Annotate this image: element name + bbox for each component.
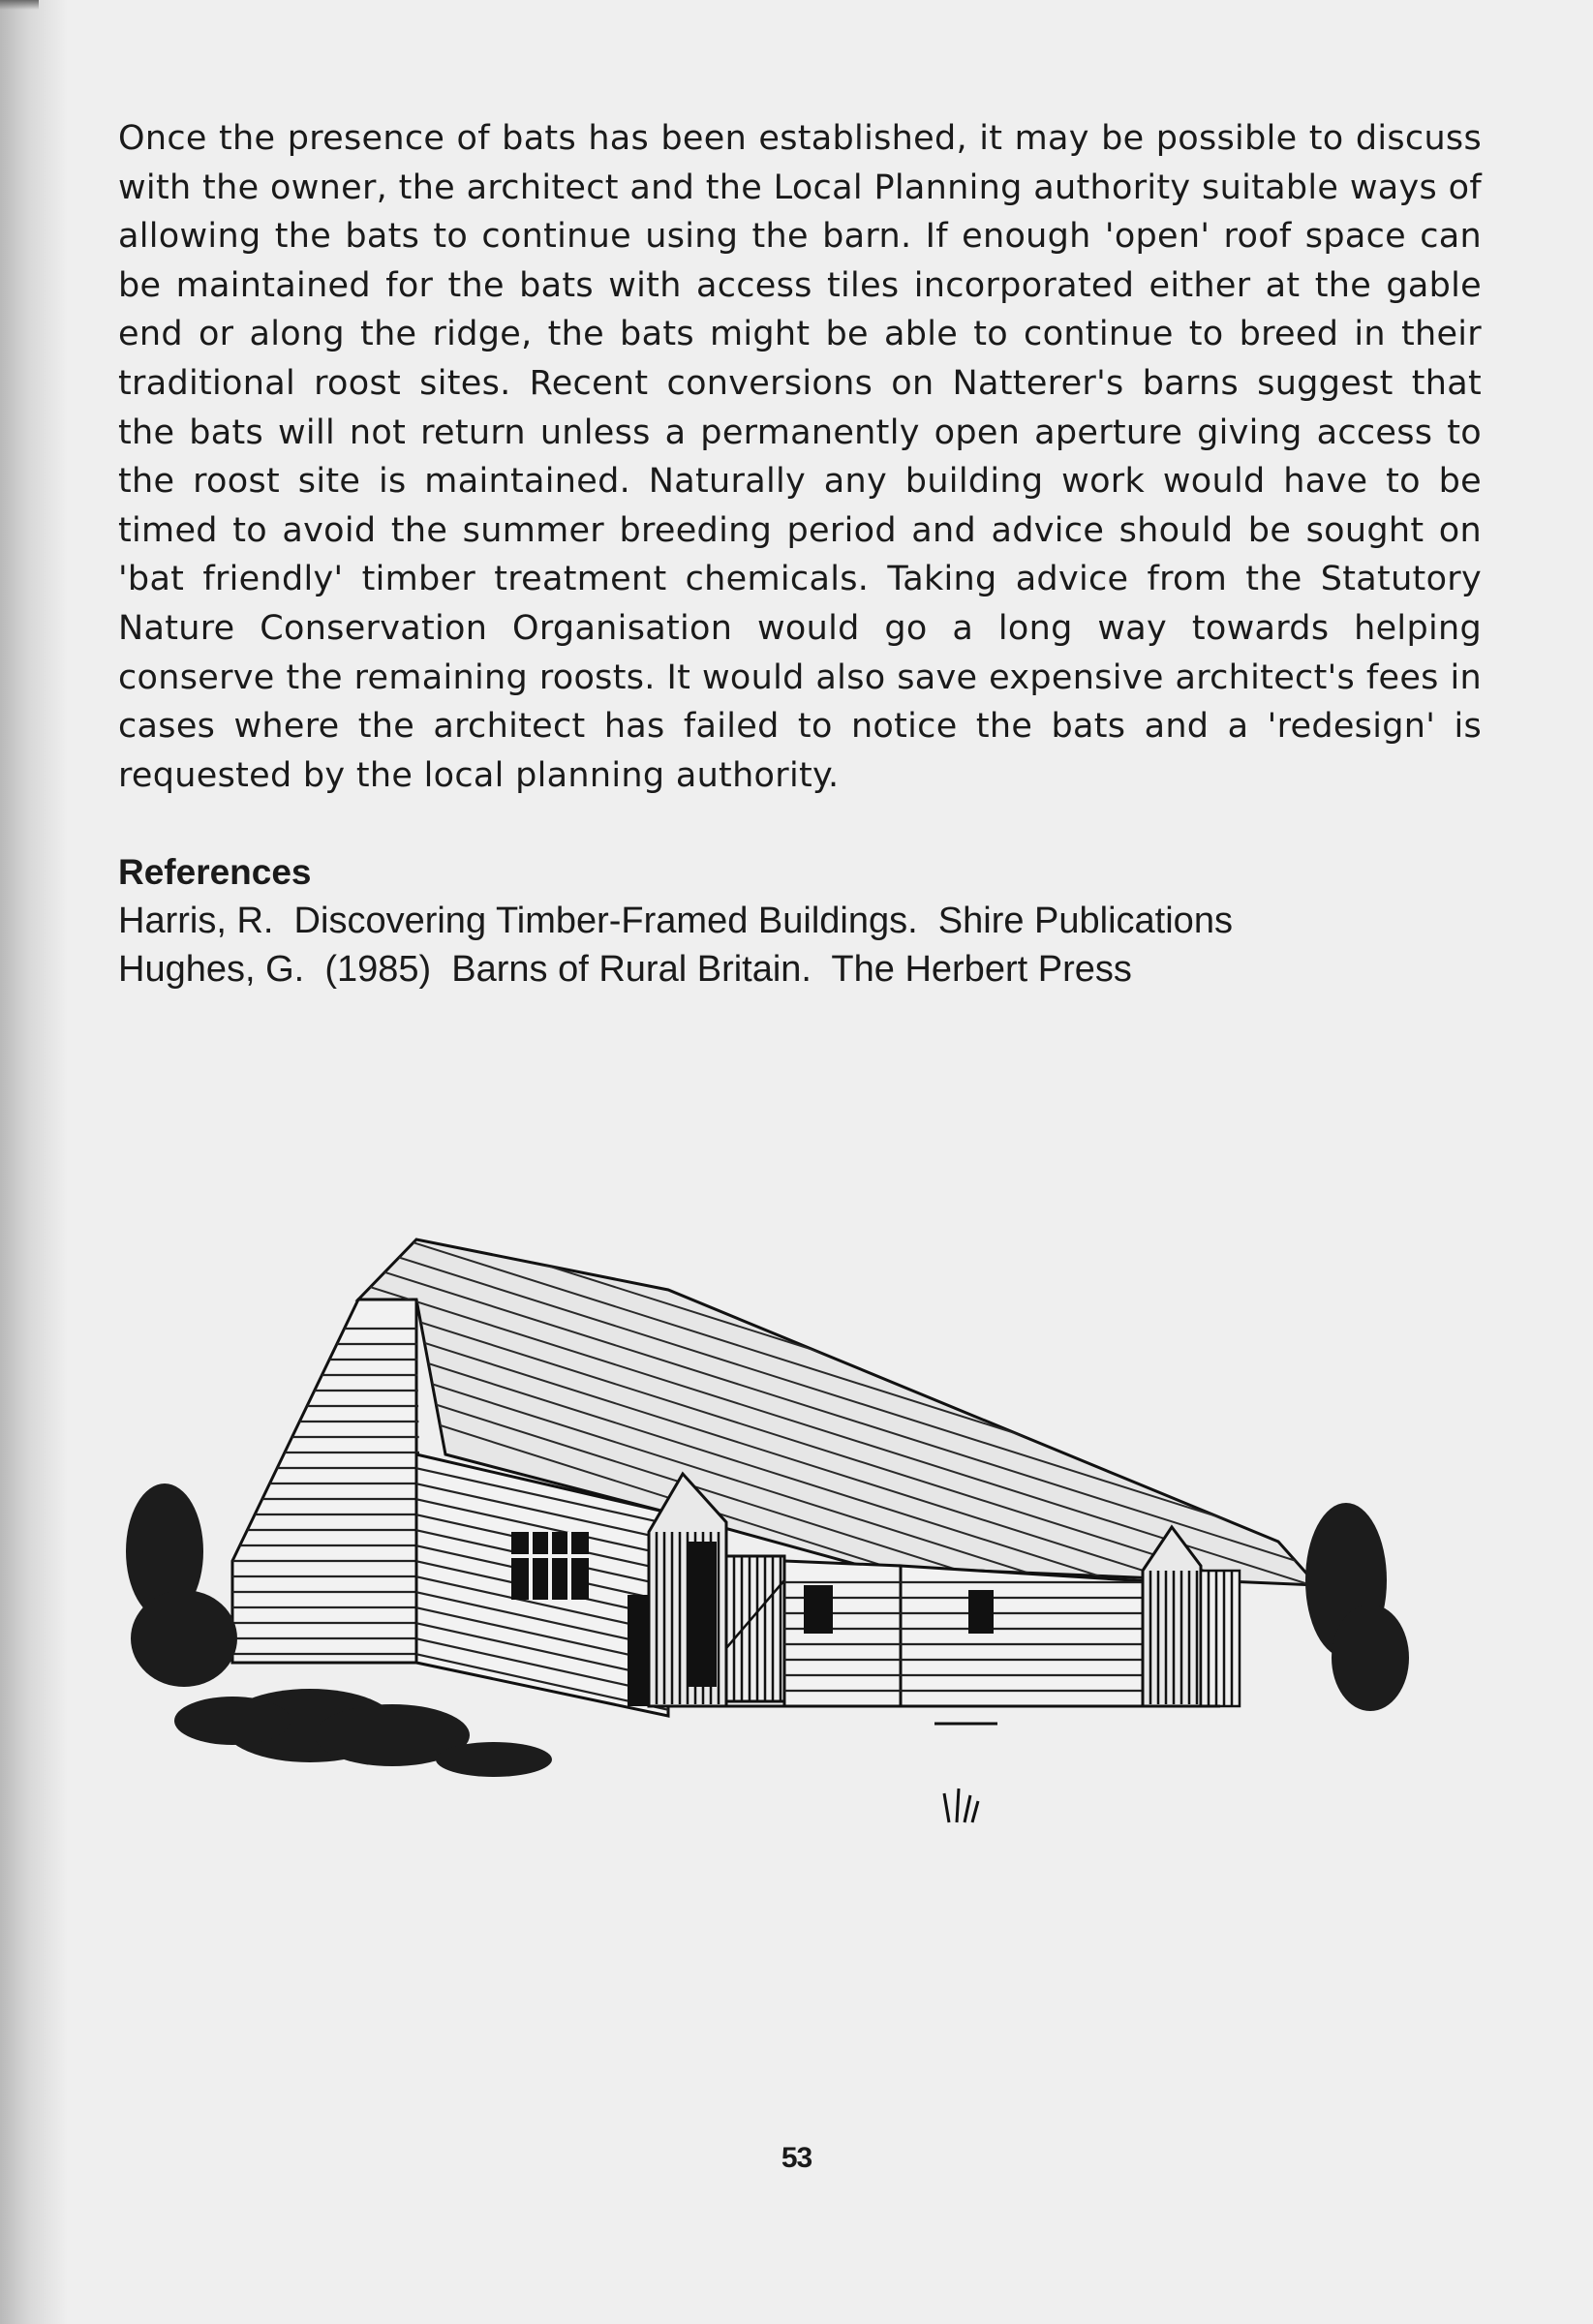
reference-item: Harris, R. Discovering Timber-Framed Buildings. Shire Publications (118, 901, 1233, 942)
references-heading: References (118, 852, 312, 893)
page-number: 53 (781, 2142, 812, 2174)
barn-illustration (126, 1222, 1443, 1842)
page-content (118, 114, 1482, 994)
page-gutter-shadow (0, 0, 68, 2324)
scan-corner-mark (0, 0, 39, 10)
body-paragraph: Once the presence of bats has been established, it may be possible to discuss with the owner, the architect and the Local Planning authority suitable ways of allowing the bats to continue using the barn. If enough 'open' roof space can be maintained for the bats with access tiles incorporated either at the gable end or along the ridge, the bats might be able to continue to breed in their traditional roost sites. Recent conversions on Natterer's barns suggest that the bats will not return unless a permanently open aperture giving access to the roost site is maintained. Naturally any building work would have to be timed to avoid the summer breeding period and advice should be sought on 'bat friendly' timber treatment chemicals. Taking advice from the Statutory Nature Conservation Organisation would go a long way towards helping conserve the remaining roosts. It would also save expensive architect's fees in cases where the architect has failed to notice the bats and a 'redesign' is requested by the local planning authority. (118, 119, 1482, 795)
reference-item: Hughes, G. (1985) Barns of Rural Britain. The Herbert Press (118, 949, 1132, 991)
